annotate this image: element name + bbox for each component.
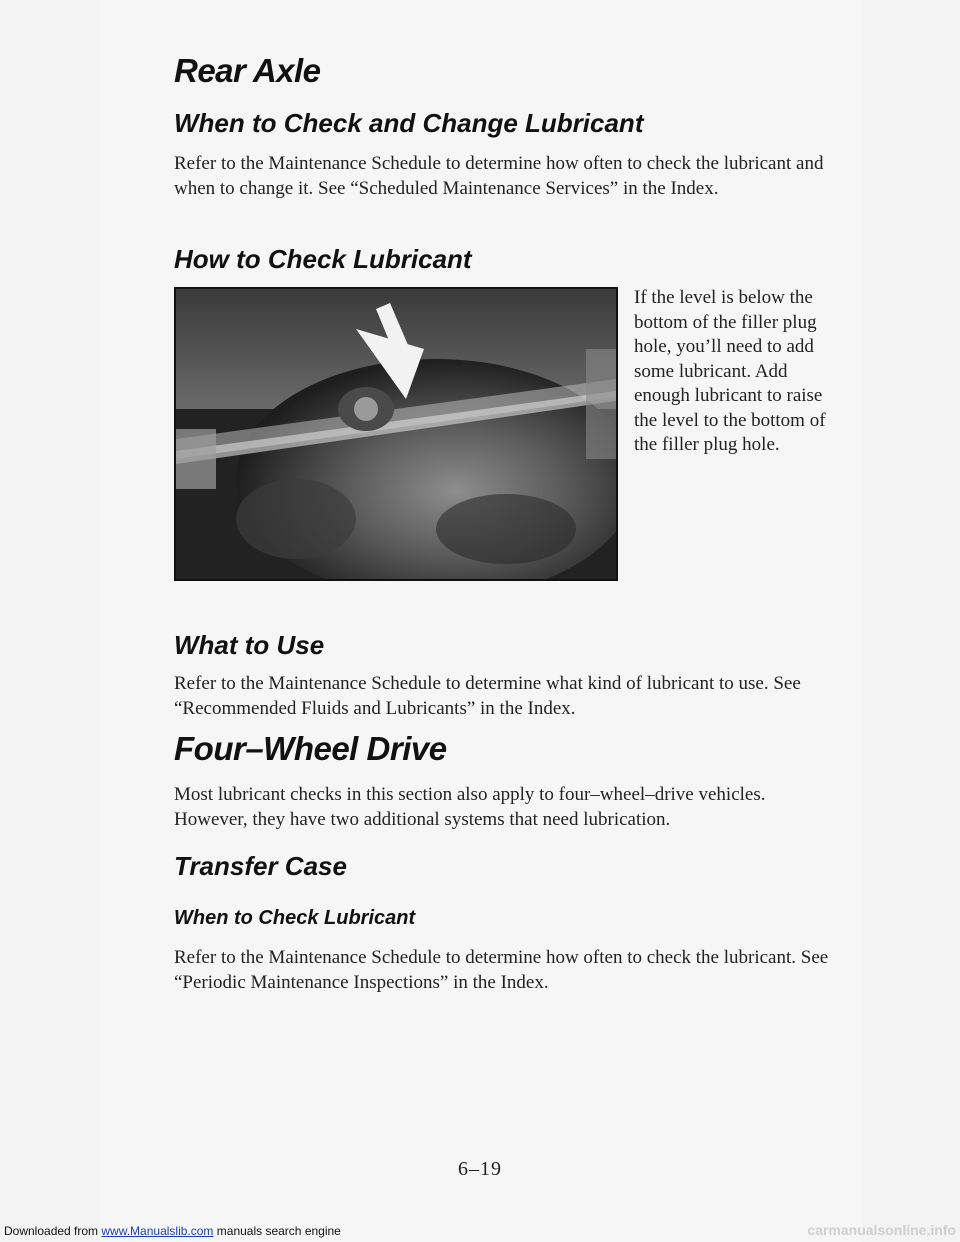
watermark-text: carmanualsonline.info (807, 1222, 956, 1238)
manualslib-link[interactable]: www.Manualslib.com (101, 1224, 214, 1238)
when-to-check-and-change-heading: When to Check and Change Lubricant (174, 108, 644, 138)
rear-axle-heading: Rear Axle (174, 52, 321, 89)
transfer-case-heading: Transfer Case (174, 851, 347, 881)
footer-suffix: manuals search engine (213, 1224, 341, 1238)
page-number: 6–19 (458, 1158, 502, 1180)
when-to-check-lubricant-heading: When to Check Lubricant (174, 907, 416, 929)
how-to-check-body: If the level is below the bottom of the filler plug hole, you’ll need to add some lubricant. Add enough lubricant to raise the level to the bottom of the filler plug hole. (634, 287, 826, 455)
what-to-use-body: Refer to the Maintenance Schedule to determine what kind of lubricant to use. See “Recommended Fluids and Lubricants” in the Index. (174, 673, 801, 719)
when-to-check-and-change-body: Refer to the Maintenance Schedule to determine how often to check the lubricant and when to change it. See “Scheduled Maintenance Services” in the Index. (174, 153, 824, 199)
rear-axle-photo-illustration (176, 289, 616, 579)
four-wheel-drive-heading: Four–Wheel Drive (174, 730, 447, 767)
download-footer (4, 1224, 341, 1238)
when-to-check-lubricant-body: Refer to the Maintenance Schedule to determine how often to check the lubricant. See “Periodic Maintenance Inspections” in the Index. (174, 947, 829, 993)
what-to-use-heading: What to Use (174, 630, 325, 660)
how-to-check-heading: How to Check Lubricant (174, 244, 472, 274)
rear-axle-photo (174, 287, 618, 581)
four-wheel-drive-body: Most lubricant checks in this section also apply to four–wheel–drive vehicles. However, they have two additional systems that need lubrication. (174, 784, 766, 830)
footer-prefix: Downloaded from (4, 1224, 102, 1238)
